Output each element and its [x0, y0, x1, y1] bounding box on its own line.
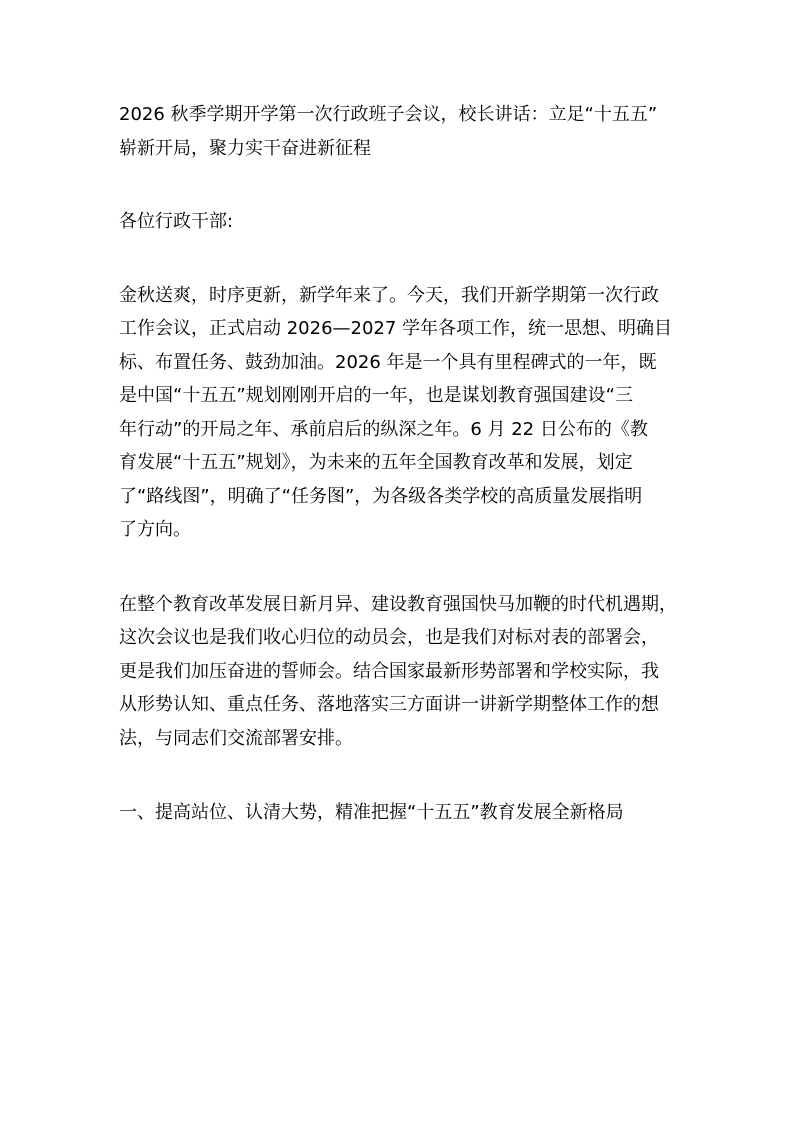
document-title [119, 98, 687, 165]
paragraph-line: 了“路线图”，明确了“任务图”，为各级各类学校的高质量发展指明 [119, 485, 643, 507]
second-paragraph [119, 588, 687, 756]
title-line: 2026 秋季学期开学第一次行政班子会议，校长讲话：立足“十五五” [119, 104, 658, 125]
document-body [119, 98, 687, 830]
paragraph-line: 更是我们加压奋进的誓师会。结合国家最新形势部署和学校实际，我 [119, 660, 659, 682]
paragraph-line: 从形势认知、重点任务、落地落实三方面讲一讲新学期整体工作的想 [119, 694, 659, 715]
paragraph-line: 年行动”的开局之年、承前启后的纵深之年。6 月 22 日公布的《教 [119, 418, 648, 440]
paragraph-line: 育发展“十五五”规划》，为未来的五年全国教育改革和发展，划定 [119, 452, 633, 473]
paragraph-line: 金秋送爽，时序更新，新学年来了。今天，我们开新学期第一次行政 [119, 284, 659, 306]
section-heading: 一、提高站位、认清大势，精准把握“十五五”教育发展全新格局 [119, 802, 624, 823]
paragraph-line: 在整个教育改革发展日新月异、建设教育强国快马加鞭的时代机遇期， [119, 593, 677, 615]
paragraph-line: 是中国“十五五”规划刚刚开启的一年，也是谋划教育强国建设“三 [119, 385, 633, 406]
opening-paragraph [119, 279, 687, 547]
title-line: 崭新开局，聚力实干奋进新征程 [119, 137, 371, 159]
salutation: 各位行政干部: [119, 211, 234, 232]
paragraph-line: 这次会议也是我们收心归位的动员会，也是我们对标对表的部署会， [119, 627, 659, 648]
paragraph-line: 了方向。 [119, 519, 191, 540]
paragraph-line: 标、布置任务、鼓劲加油。2026 年是一个具有里程碑式的一年，既 [119, 351, 657, 373]
paragraph-line: 法，与同志们交流部署安排。 [119, 727, 353, 749]
paragraph-line: 工作会议，正式启动 2026—2027 学年各项工作，统一思想、明确目 [119, 318, 673, 339]
